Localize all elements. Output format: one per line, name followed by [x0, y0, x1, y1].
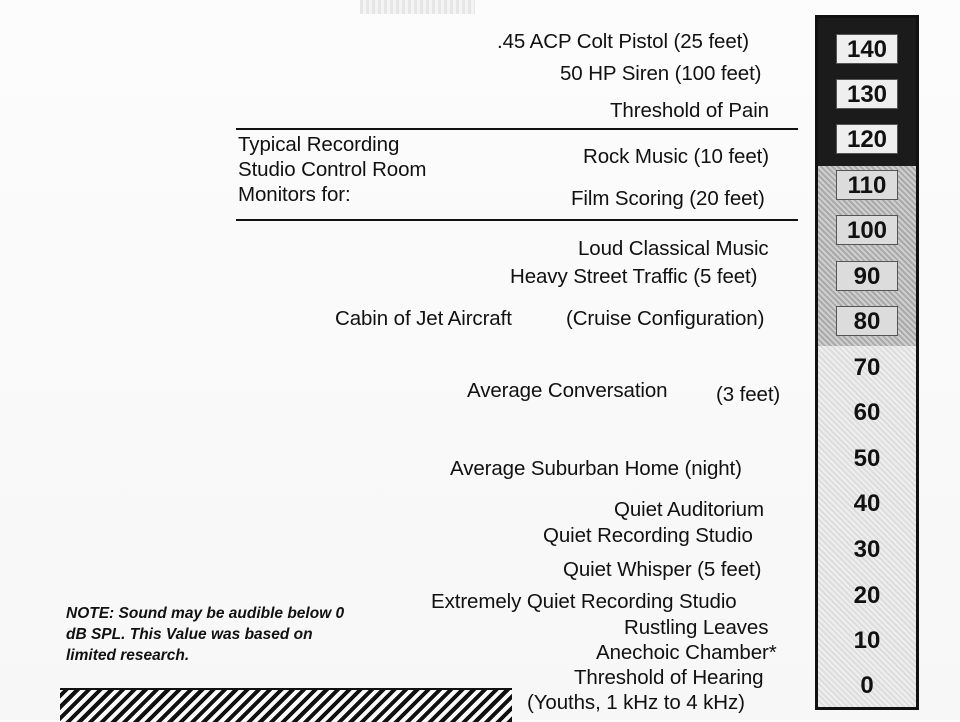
scale-value: 130: [836, 79, 898, 109]
label-threshold-pain: Threshold of Pain: [610, 99, 769, 122]
scale-value: 80: [836, 306, 898, 336]
note-text: NOTE: Sound may be audible below 0 dB SPL. This Value was based on limited research.: [66, 605, 345, 664]
scan-artifact: [360, 0, 475, 14]
label-studio-line2: Studio Control Room: [238, 158, 427, 181]
divider-bottom: [236, 219, 798, 221]
scale-value: 0: [860, 672, 874, 699]
hatched-floor: [60, 688, 512, 722]
label-quiet-auditorium: Quiet Auditorium: [614, 498, 764, 521]
label-avg-conversation: Average Conversation: [467, 379, 668, 402]
label-threshold-hearing: Threshold of Hearing: [574, 666, 764, 689]
scale-value: 20: [853, 582, 881, 609]
label-quiet-studio: Quiet Recording Studio: [543, 524, 753, 547]
label-acp-pistol: .45 ACP Colt Pistol (25 feet): [497, 30, 749, 53]
label-conversation-distance: (3 feet): [716, 383, 781, 406]
scale-value: 70: [853, 354, 881, 381]
scale-value: 50: [853, 445, 881, 472]
scale-value: 10: [853, 627, 881, 654]
scale-value: 120: [836, 124, 898, 154]
divider-top: [236, 128, 798, 130]
label-anechoic: Anechoic Chamber*: [596, 641, 777, 664]
label-youths-range: (Youths, 1 kHz to 4 kHz): [527, 691, 745, 714]
label-extremely-quiet: Extremely Quiet Recording Studio: [431, 590, 737, 613]
label-studio-line1: Typical Recording: [238, 133, 400, 156]
label-film-scoring: Film Scoring (20 feet): [571, 187, 765, 210]
label-jet-cabin: Cabin of Jet Aircraft: [335, 307, 512, 330]
scale-value: 110: [836, 170, 898, 200]
label-street-traffic: Heavy Street Traffic (5 feet): [510, 265, 758, 288]
label-rock-music: Rock Music (10 feet): [583, 145, 769, 168]
label-jet-config: (Cruise Configuration): [566, 307, 765, 330]
label-suburban-home: Average Suburban Home (night): [450, 457, 742, 480]
scale-value: 90: [836, 261, 898, 291]
label-studio-line3: Monitors for:: [238, 183, 351, 206]
label-siren: 50 HP Siren (100 feet): [560, 62, 762, 85]
label-loud-classical: Loud Classical Music: [578, 237, 769, 260]
scale-value: 140: [836, 34, 898, 64]
scale-value: 40: [853, 490, 881, 517]
scale-value: 60: [853, 399, 881, 426]
label-rustling-leaves: Rustling Leaves: [624, 616, 769, 639]
scale-value: 30: [853, 536, 881, 563]
db-scale-column: [815, 15, 919, 710]
scale-value: 100: [836, 215, 898, 245]
label-quiet-whisper: Quiet Whisper (5 feet): [563, 558, 762, 581]
